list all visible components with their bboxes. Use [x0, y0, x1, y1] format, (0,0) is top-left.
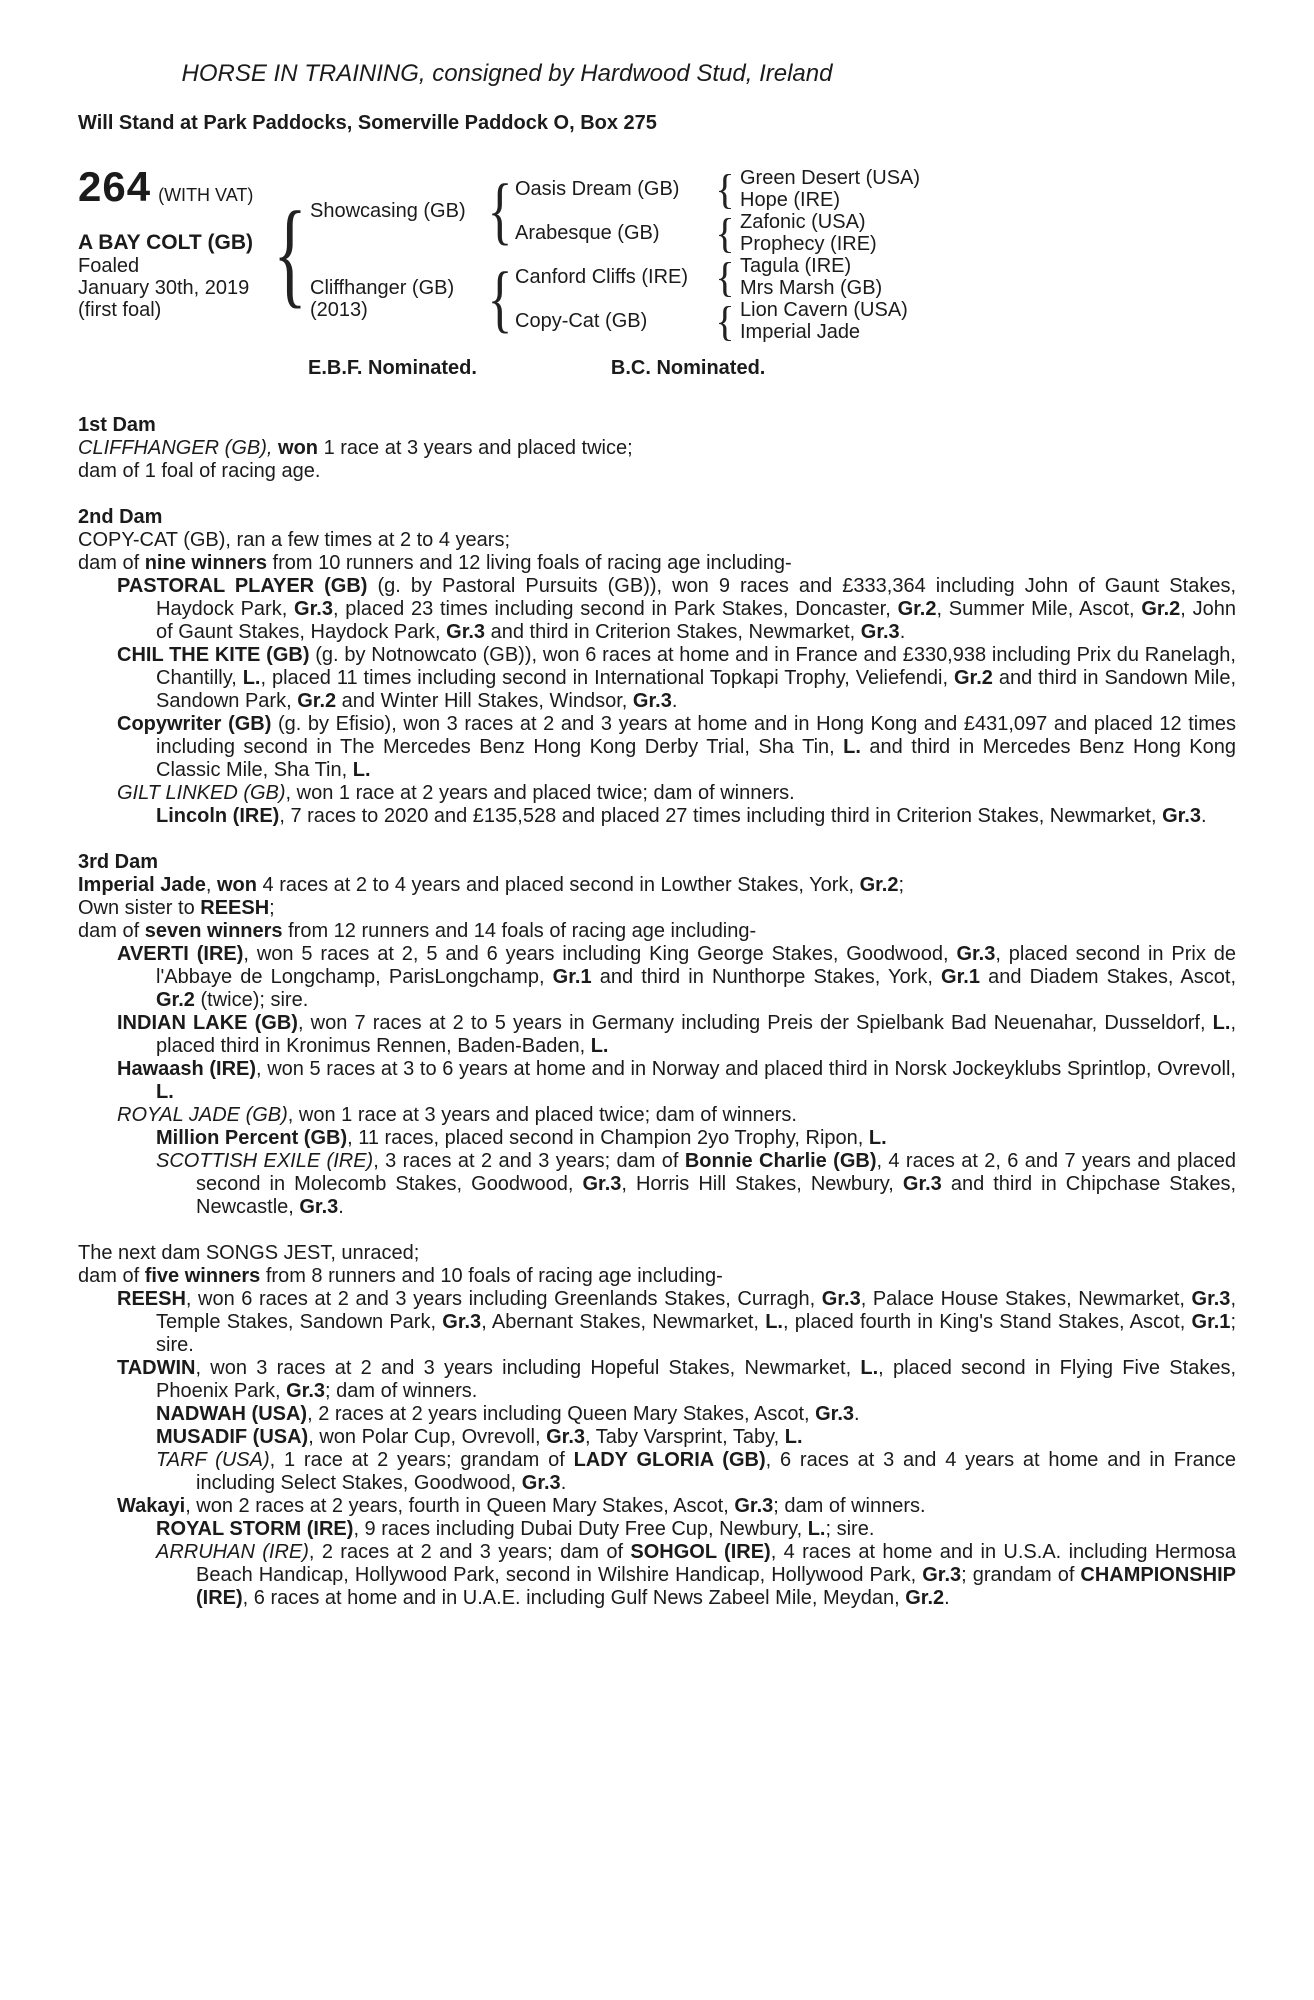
- pedigree-paragraph: Million Percent (GB), 11 races, placed second in Champion 2yo Trophy, Ripon, L.: [156, 1127, 887, 1149]
- dam-paragraphs: [78, 529, 1236, 828]
- sire-sire-name: Oasis Dream (GB): [515, 177, 680, 200]
- pedigree-brace-ss: {: [715, 165, 735, 213]
- dam-paragraphs: [78, 437, 1236, 483]
- dam-heading: 3rd Dam: [78, 851, 159, 873]
- pedigree-paragraph: AVERTI (IRE), won 5 races at 2, 5 and 6 years including King George Stakes, Goodwood, Gr.3, placed second in Prix de l'Abbaye de Longchamp, ParisLongchamp, Gr.1 and third in Nunthorpe Stakes, York, Gr.1 and Diadem Stakes, Ascot, Gr.2 (twice); sire.: [117, 943, 1236, 1011]
- pedigree-paragraph: MUSADIF (USA), won Polar Cup, Ovrevoll, Gr.3, Taby Varsprint, Taby, L.: [156, 1426, 803, 1448]
- pedigree-text: [78, 414, 1236, 1610]
- pedigree-paragraph: GILT LINKED (GB), won 1 race at 2 years and placed twice; dam of winners.: [117, 782, 795, 804]
- sire-name: Showcasing (GB): [310, 199, 466, 222]
- pedigree-paragraph: Wakayi, won 2 races at 2 years, fourth in Queen Mary Stakes, Ascot, Gr.3; dam of winners.: [117, 1495, 926, 1517]
- page-title: HORSE IN TRAINING, consigned by Hardwood Stud, Ireland: [181, 60, 833, 87]
- dam-sire-sire-name: Tagula (IRE): [740, 254, 852, 277]
- dam-section: [78, 1242, 1236, 1610]
- stand-location: Will Stand at Park Paddocks, Somerville Paddock O, Box 275: [78, 112, 657, 134]
- pedigree-paragraph: dam of seven winners from 12 runners and 14 foals of racing age including-: [78, 920, 757, 942]
- pedigree-paragraph: Own sister to REESH;: [78, 897, 275, 919]
- pedigree-paragraph: The next dam SONGS JEST, unraced;: [78, 1242, 420, 1264]
- pedigree-paragraph: ROYAL JADE (GB), won 1 race at 3 years and placed twice; dam of winners.: [117, 1104, 797, 1126]
- lot-number: 264: [78, 163, 152, 210]
- foaled-date: January 30th, 2019: [78, 277, 250, 299]
- dam-sire-dam-name: Mrs Marsh (GB): [740, 276, 883, 299]
- lot-vat-note: (WITH VAT): [158, 185, 254, 205]
- dam-sire-name: Canford Cliffs (IRE): [515, 265, 689, 288]
- lot-info: [78, 163, 270, 343]
- pedigree-paragraph: Copywriter (GB) (g. by Efisio), won 3 races at 2 and 3 years at home and in Hong Kong and £431,097 and placed 12 times including second in The Mercedes Benz Hong Kong Derby Trial, Sha Tin, L. and third in Mercedes Benz Hong Kong Classic Mile, Sha Tin, L.: [117, 713, 1236, 781]
- pedigree-paragraph: dam of five winners from 8 runners and 10 foals of racing age including-: [78, 1265, 723, 1287]
- pedigree-paragraph: Lincoln (IRE), 7 races to 2020 and £135,528 and placed 27 times including third in Criterion Stakes, Newmarket, Gr.3.: [156, 805, 1207, 827]
- dam-dam-sire-name: Lion Cavern (USA): [740, 298, 908, 321]
- pedigree-paragraph: SCOTTISH EXILE (IRE), 3 races at 2 and 3 years; dam of Bonnie Charlie (GB), 4 races at 2, 6 and 7 years and placed second in Molecomb Stakes, Goodwood, Gr.3, Horris Hill Stakes, Newbury, Gr.3 and third in Chipchase Stakes, Newcastle, Gr.3.: [156, 1150, 1237, 1218]
- pedigree-brace-main: {: [273, 188, 307, 320]
- dam-dam-dam-name: Imperial Jade: [740, 320, 861, 343]
- pedigree-paragraph: COPY-CAT (GB), ran a few times at 2 to 4 years;: [78, 529, 511, 551]
- dam-paragraphs: [78, 1242, 1236, 1610]
- lot-header: [78, 163, 1236, 345]
- sire-sire-dam-name: Hope (IRE): [740, 188, 841, 211]
- dam-heading: 1st Dam: [78, 414, 156, 436]
- dam-section: [78, 506, 1236, 828]
- pedigree-paragraph: TARF (USA), 1 race at 2 years; grandam of LADY GLORIA (GB), 6 races at 3 and 4 years at home and in France including Select Stakes, Goodwood, Gr.3.: [156, 1449, 1237, 1494]
- lot-number-row: [78, 163, 270, 210]
- pedigree-brace-sire: {: [487, 169, 513, 253]
- pedigree-paragraph: INDIAN LAKE (GB), won 7 races at 2 to 5 years in Germany including Preis der Spielbank Bad Neuenahar, Dusseldorf, L., placed third in Kronimus Rennen, Baden-Baden, L.: [117, 1012, 1236, 1057]
- nominations: [78, 357, 1236, 380]
- dam-heading: 2nd Dam: [78, 506, 163, 528]
- dam-dam-name: Copy-Cat (GB): [515, 309, 648, 332]
- pedigree-brace-ds: {: [715, 253, 735, 301]
- dam-section: [78, 851, 1236, 1219]
- dam-birth-year: (2013): [310, 299, 368, 321]
- first-foal-note: (first foal): [78, 299, 162, 321]
- dam-section: [78, 414, 1236, 483]
- bc-nominated: B.C. Nominated.: [610, 357, 766, 379]
- pedigree-paragraph: CHIL THE KITE (GB) (g. by Notnowcato (GB)), won 6 races at home and in France and £330,938 including Prix du Ranelagh, Chantilly, L., placed 11 times including second in International Topkapi Trophy, Veliefendi, Gr.2 and third in Sandown Mile, Sandown Park, Gr.2 and Winter Hill Stakes, Windsor, Gr.3.: [117, 644, 1237, 712]
- ebf-nominated: E.B.F. Nominated.: [308, 357, 477, 379]
- pedigree-paragraph: TADWIN, won 3 races at 2 and 3 years including Hopeful Stakes, Newmarket, L., placed second in Flying Five Stakes, Phoenix Park, Gr.3; dam of winners.: [117, 1357, 1236, 1402]
- pedigree-paragraph: Hawaash (IRE), won 5 races at 3 to 6 years at home and in Norway and placed third in Norsk Jockeyklubs Sprintlop, Ovrevoll, L.: [117, 1058, 1236, 1103]
- pedigree-paragraph: REESH, won 6 races at 2 and 3 years including Greenlands Stakes, Curragh, Gr.3, Palace House Stakes, Newmarket, Gr.3, Temple Stakes, Sandown Park, Gr.3, Abernant Stakes, Newmarket, L., placed fourth in King's Stand Stakes, Ascot, Gr.1; sire.: [117, 1288, 1236, 1356]
- pedigree-paragraph: NADWAH (USA), 2 races at 2 years including Queen Mary Stakes, Ascot, Gr.3.: [156, 1403, 860, 1425]
- pedigree-paragraph: CLIFFHANGER (GB), won 1 race at 3 years and placed twice;: [78, 437, 633, 459]
- foaled-label: Foaled: [78, 255, 140, 277]
- pedigree-tree: [270, 167, 1236, 343]
- pedigree-paragraph: ARRUHAN (IRE), 2 races at 2 and 3 years; dam of SOHGOL (IRE), 4 races at home and in U.S.A. including Hermosa Beach Handicap, Hollywood Park, second in Wilshire Handicap, Hollywood Park, Gr.3; grandam of CHAMPIONSHIP (IRE), 6 races at home and in U.A.E. including Gulf News Zabeel Mile, Meydan, Gr.2.: [156, 1541, 1236, 1609]
- pedigree-paragraph: Imperial Jade, won 4 races at 2 to 4 years and placed second in Lowther Stakes, York, Gr.2;: [78, 874, 905, 896]
- pedigree-paragraph: PASTORAL PLAYER (GB) (g. by Pastoral Pursuits (GB)), won 9 races and £333,364 including John of Gaunt Stakes, Haydock Park, Gr.3, placed 23 times including second in Park Stakes, Doncaster, Gr.2, Summer Mile, Ascot, Gr.2, John of Gaunt Stakes, Haydock Park, Gr.3 and third in Criterion Stakes, Newmarket, Gr.3.: [117, 575, 1236, 643]
- dam-paragraphs: [78, 874, 1236, 1219]
- pedigree-brace-dam: {: [487, 257, 513, 341]
- sire-dam-name: Arabesque (GB): [515, 221, 660, 244]
- horse-description: A BAY COLT (GB): [78, 231, 254, 254]
- pedigree-brace-dd: {: [715, 297, 735, 345]
- sire-dam-dam-name: Prophecy (IRE): [740, 232, 877, 255]
- pedigree-paragraph: ROYAL STORM (IRE), 9 races including Dubai Duty Free Cup, Newbury, L.; sire.: [156, 1518, 875, 1540]
- dam-name: Cliffhanger (GB) (2013): [310, 277, 455, 321]
- pedigree-paragraph: dam of nine winners from 10 runners and 12 living foals of racing age including-: [78, 552, 792, 574]
- pedigree-paragraph: dam of 1 foal of racing age.: [78, 460, 321, 482]
- sire-sire-sire-name: Green Desert (USA): [740, 166, 921, 189]
- pedigree-brace-sd: {: [715, 209, 735, 257]
- sire-dam-sire-name: Zafonic (USA): [740, 210, 866, 233]
